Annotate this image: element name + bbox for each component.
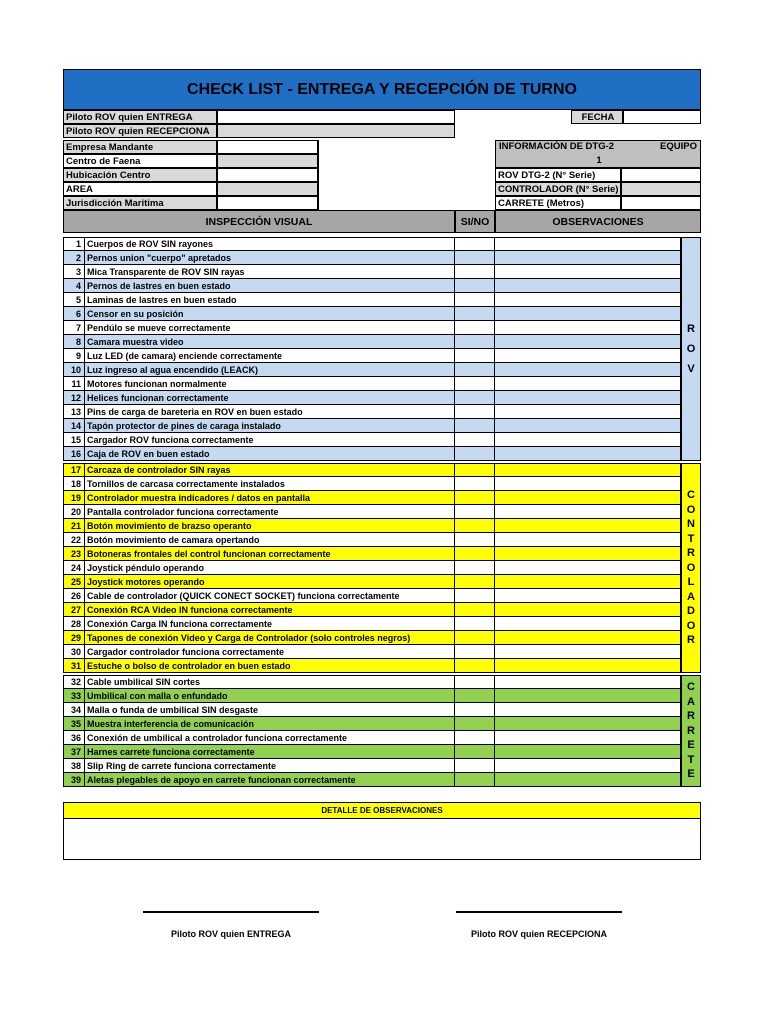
row-number: 32 bbox=[63, 675, 85, 689]
row-number: 37 bbox=[63, 745, 85, 759]
row-number: 24 bbox=[63, 561, 85, 575]
row-item-text: Controlador muestra indicadores / datos en pantalla bbox=[85, 491, 455, 505]
section-letter: T bbox=[687, 753, 695, 766]
row-sino-field[interactable] bbox=[455, 391, 495, 405]
row-number: 18 bbox=[63, 477, 85, 491]
row-number: 25 bbox=[63, 575, 85, 589]
section-letter: R bbox=[687, 323, 695, 335]
row-item-text: Censor en su posición bbox=[85, 307, 455, 321]
col-sino: SI/NO bbox=[455, 210, 495, 233]
row-sino-field[interactable] bbox=[455, 689, 495, 703]
row-sino-field[interactable] bbox=[455, 561, 495, 575]
row-item-text: Pernos de lastres en buen estado bbox=[85, 279, 455, 293]
label-area: AREA bbox=[63, 182, 217, 196]
checklist-row bbox=[63, 491, 701, 505]
section-letter: D bbox=[687, 605, 695, 618]
row-item-text: Pernos union "cuerpo" apretados bbox=[85, 251, 455, 265]
row-sino-field[interactable] bbox=[455, 575, 495, 589]
field-hubicacion[interactable] bbox=[217, 168, 318, 182]
checklist-row bbox=[63, 279, 701, 293]
row-observaciones-field[interactable] bbox=[495, 293, 681, 307]
row-item-text: Umbilical con malla o enfundado bbox=[85, 689, 455, 703]
checklist-row bbox=[63, 561, 701, 575]
row-observaciones-field[interactable] bbox=[495, 251, 681, 265]
row-item-text: Pantalla controlador funciona correctamente bbox=[85, 505, 455, 519]
row-sino-field[interactable] bbox=[455, 307, 495, 321]
row-sino-field[interactable] bbox=[455, 405, 495, 419]
row-sino-field[interactable] bbox=[455, 463, 495, 477]
row-observaciones-field[interactable] bbox=[495, 433, 681, 447]
checklist-row bbox=[63, 603, 701, 617]
checklist-row bbox=[63, 533, 701, 547]
row-number: 34 bbox=[63, 703, 85, 717]
row-sino-field[interactable] bbox=[455, 745, 495, 759]
row-item-text: Joystick péndulo operando bbox=[85, 561, 455, 575]
row-number: 17 bbox=[63, 463, 85, 477]
row-number: 12 bbox=[63, 391, 85, 405]
checklist-row bbox=[63, 433, 701, 447]
row-observaciones-field[interactable] bbox=[495, 447, 681, 461]
row-number: 31 bbox=[63, 659, 85, 673]
section-letter: R bbox=[687, 547, 695, 560]
row-item-text: Helices funcionan correctamente bbox=[85, 391, 455, 405]
row-number: 33 bbox=[63, 689, 85, 703]
checklist-row bbox=[63, 505, 701, 519]
row-number: 36 bbox=[63, 731, 85, 745]
row-observaciones-field[interactable] bbox=[495, 477, 681, 491]
row-sino-field[interactable] bbox=[455, 377, 495, 391]
section-letter: O bbox=[686, 503, 696, 516]
row-number: 35 bbox=[63, 717, 85, 731]
checklist-row bbox=[63, 547, 701, 561]
label-hubicacion: Hubicación Centro bbox=[63, 168, 217, 182]
label-equipo: EQUIPO bbox=[660, 141, 697, 152]
row-observaciones-field[interactable] bbox=[495, 631, 681, 645]
row-observaciones-field[interactable] bbox=[495, 463, 681, 477]
row-observaciones-field[interactable] bbox=[495, 589, 681, 603]
row-number: 30 bbox=[63, 645, 85, 659]
row-item-text: Tornillos de carcasa correctamente instalados bbox=[85, 477, 455, 491]
checklist-row bbox=[63, 405, 701, 419]
checklist-row bbox=[63, 293, 701, 307]
header-spacer bbox=[455, 110, 571, 124]
row-item-text: Mica Transparente de ROV SIN rayas bbox=[85, 265, 455, 279]
checklist-row bbox=[63, 759, 701, 773]
row-sino-field[interactable] bbox=[455, 773, 495, 787]
checklist-row bbox=[63, 773, 701, 787]
row-sino-field[interactable] bbox=[455, 293, 495, 307]
checklist-row bbox=[63, 307, 701, 321]
row-sino-field[interactable] bbox=[455, 645, 495, 659]
row-number: 39 bbox=[63, 773, 85, 787]
checklist-row bbox=[63, 363, 701, 377]
row-observaciones-field[interactable] bbox=[495, 547, 681, 561]
row-sino-field[interactable] bbox=[455, 335, 495, 349]
section-label-carrete bbox=[681, 675, 701, 787]
checklist-row bbox=[63, 703, 701, 717]
checklist-row bbox=[63, 731, 701, 745]
row-sino-field[interactable] bbox=[455, 237, 495, 251]
row-sino-field[interactable] bbox=[455, 759, 495, 773]
row-item-text: Aletas plegables de apoyo en carrete funcionan correctamente bbox=[85, 773, 455, 787]
checklist-row bbox=[63, 349, 701, 363]
row-sino-field[interactable] bbox=[455, 547, 495, 561]
row-item-text: Tapones de conexión Video y Carga de Controlador (solo controles negros) bbox=[85, 631, 455, 645]
row-sino-field[interactable] bbox=[455, 603, 495, 617]
row-observaciones-field[interactable] bbox=[495, 265, 681, 279]
row-sino-field[interactable] bbox=[455, 505, 495, 519]
detalle-field[interactable] bbox=[64, 819, 700, 859]
checklist-row bbox=[63, 265, 701, 279]
checklist-row bbox=[63, 675, 701, 689]
row-item-text: Conexión Carga IN funciona correctamente bbox=[85, 617, 455, 631]
row-item-text: Pendúlo se mueve correctamente bbox=[85, 321, 455, 335]
field-area[interactable] bbox=[217, 182, 318, 196]
row-item-text: Harnes carrete funciona correctamente bbox=[85, 745, 455, 759]
checklist-row bbox=[63, 659, 701, 673]
row-number: 28 bbox=[63, 617, 85, 631]
checklist-row bbox=[63, 519, 701, 533]
row-number: 7 bbox=[63, 321, 85, 335]
row-sino-field[interactable] bbox=[455, 659, 495, 673]
section-letter: R bbox=[687, 724, 695, 737]
section-letter: O bbox=[686, 343, 696, 355]
row-observaciones-field[interactable] bbox=[495, 419, 681, 433]
field-rov-serie[interactable] bbox=[621, 168, 701, 182]
section-letter: R bbox=[687, 710, 695, 723]
label-info-dtg: INFORMACIÓN DE DTG-2 bbox=[499, 141, 615, 152]
row-number: 5 bbox=[63, 293, 85, 307]
row-sino-field[interactable] bbox=[455, 675, 495, 689]
row-observaciones-field[interactable] bbox=[495, 307, 681, 321]
row-sino-field[interactable] bbox=[455, 419, 495, 433]
checklist-row bbox=[63, 589, 701, 603]
row-sino-field[interactable] bbox=[455, 491, 495, 505]
field-empresa[interactable] bbox=[217, 140, 318, 154]
row-observaciones-field[interactable] bbox=[495, 505, 681, 519]
row-observaciones-field[interactable] bbox=[495, 335, 681, 349]
row-sino-field[interactable] bbox=[455, 433, 495, 447]
section-letter: V bbox=[687, 363, 695, 375]
row-number: 4 bbox=[63, 279, 85, 293]
section-letter: C bbox=[687, 489, 695, 502]
row-item-text: Laminas de lastres en buen estado bbox=[85, 293, 455, 307]
row-number: 23 bbox=[63, 547, 85, 561]
field-piloto-entrega[interactable] bbox=[217, 110, 455, 124]
col-inspeccion: INSPECCIÓN VISUAL bbox=[63, 210, 455, 233]
row-item-text: Cargador ROV funciona correctamente bbox=[85, 433, 455, 447]
label-centro: Centro de Faena bbox=[63, 154, 217, 168]
row-item-text: Botón movimiento de camara opertando bbox=[85, 533, 455, 547]
row-sino-field[interactable] bbox=[455, 717, 495, 731]
row-item-text: Motores funcionan normalmente bbox=[85, 377, 455, 391]
row-number: 16 bbox=[63, 447, 85, 461]
row-sino-field[interactable] bbox=[455, 631, 495, 645]
detalle-box bbox=[63, 802, 701, 860]
label-empresa: Empresa Mandante bbox=[63, 140, 217, 154]
section-letter: R bbox=[687, 634, 695, 647]
label-fecha: FECHA bbox=[571, 110, 623, 124]
row-observaciones-field[interactable] bbox=[495, 689, 681, 703]
row-observaciones-field[interactable] bbox=[495, 349, 681, 363]
section-letter: A bbox=[687, 590, 695, 603]
checklist-row bbox=[63, 575, 701, 589]
section-letter: L bbox=[687, 576, 695, 589]
equipo-number: 1 bbox=[596, 155, 602, 166]
field-carrete[interactable] bbox=[621, 196, 701, 210]
row-number: 14 bbox=[63, 419, 85, 433]
checklist-row bbox=[63, 447, 701, 461]
section-label-rov bbox=[681, 237, 701, 461]
field-fecha[interactable] bbox=[623, 110, 701, 124]
row-observaciones-field[interactable] bbox=[495, 745, 681, 759]
checklist-row bbox=[63, 717, 701, 731]
row-item-text: Botoneras frontales del control funcionan correctamente bbox=[85, 547, 455, 561]
row-observaciones-field[interactable] bbox=[495, 533, 681, 547]
row-sino-field[interactable] bbox=[455, 533, 495, 547]
row-item-text: Malla o funda de umbilical SIN desgaste bbox=[85, 703, 455, 717]
row-number: 8 bbox=[63, 335, 85, 349]
row-item-text: Slip Ring de carrete funciona correctamente bbox=[85, 759, 455, 773]
row-item-text: Pins de carga de bareteria en ROV en buen estado bbox=[85, 405, 455, 419]
row-item-text: Botón movimiento de brazso operanto bbox=[85, 519, 455, 533]
row-number: 22 bbox=[63, 533, 85, 547]
row-sino-field[interactable] bbox=[455, 321, 495, 335]
row-item-text: Cable umbilical SIN cortes bbox=[85, 675, 455, 689]
col-observaciones: OBSERVACIONES bbox=[495, 210, 701, 233]
row-number: 29 bbox=[63, 631, 85, 645]
row-number: 38 bbox=[63, 759, 85, 773]
row-sino-field[interactable] bbox=[455, 349, 495, 363]
signature-label-recepciona: Piloto ROV quien RECEPCIONA bbox=[470, 929, 607, 939]
field-piloto-recepciona[interactable] bbox=[217, 124, 455, 138]
row-observaciones-field[interactable] bbox=[495, 759, 681, 773]
divider bbox=[318, 140, 319, 210]
section-letter: C bbox=[687, 681, 695, 694]
field-jurisdiccion[interactable] bbox=[217, 196, 318, 210]
label-carrete: CARRETE (Metros) bbox=[495, 196, 621, 210]
row-item-text: Conexión RCA Video IN funciona correctamente bbox=[85, 603, 455, 617]
row-sino-field[interactable] bbox=[455, 703, 495, 717]
section-label-controlador bbox=[681, 463, 701, 673]
checklist-row bbox=[63, 251, 701, 265]
checklist-row bbox=[63, 645, 701, 659]
checklist-row bbox=[63, 335, 701, 349]
page-title: CHECK LIST - ENTREGA Y RECEPCIÓN DE TURNO bbox=[63, 69, 701, 110]
signature-line-recepciona bbox=[456, 911, 622, 913]
row-observaciones-field[interactable] bbox=[495, 279, 681, 293]
row-observaciones-field[interactable] bbox=[495, 773, 681, 787]
checklist-row bbox=[63, 631, 701, 645]
label-controlador-serie: CONTROLADOR (N° Serie) bbox=[495, 182, 621, 196]
section-letter: E bbox=[687, 768, 695, 781]
row-item-text: Luz ingreso al agua encendido (LEACK) bbox=[85, 363, 455, 377]
section-letter: A bbox=[687, 695, 695, 708]
row-sino-field[interactable] bbox=[455, 731, 495, 745]
row-number: 26 bbox=[63, 589, 85, 603]
row-observaciones-field[interactable] bbox=[495, 659, 681, 673]
row-item-text: Muestra interferencia de comunicación bbox=[85, 717, 455, 731]
row-observaciones-field[interactable] bbox=[495, 237, 681, 251]
label-jurisdiccion: Jurisdicción Maritima bbox=[63, 196, 217, 210]
label-rov-serie: ROV DTG-2 (N° Serie) bbox=[495, 168, 621, 182]
row-item-text: Caja de ROV en buen estado bbox=[85, 447, 455, 461]
row-number: 3 bbox=[63, 265, 85, 279]
signature-label-entrega: Piloto ROV quien ENTREGA bbox=[170, 929, 291, 939]
row-observaciones-field[interactable] bbox=[495, 617, 681, 631]
row-item-text: Cargador controlador funciona correctamente bbox=[85, 645, 455, 659]
row-sino-field[interactable] bbox=[455, 519, 495, 533]
row-observaciones-field[interactable] bbox=[495, 391, 681, 405]
row-number: 27 bbox=[63, 603, 85, 617]
checklist-row bbox=[63, 745, 701, 759]
row-observaciones-field[interactable] bbox=[495, 703, 681, 717]
checklist-row bbox=[63, 377, 701, 391]
row-item-text: Joystick motores operando bbox=[85, 575, 455, 589]
row-sino-field[interactable] bbox=[455, 251, 495, 265]
row-number: 20 bbox=[63, 505, 85, 519]
row-sino-field[interactable] bbox=[455, 589, 495, 603]
row-item-text: Cuerpos de ROV SIN rayones bbox=[85, 237, 455, 251]
row-item-text: Luz LED (de camara) enciende correctamente bbox=[85, 349, 455, 363]
row-observaciones-field[interactable] bbox=[495, 321, 681, 335]
checklist-row bbox=[63, 477, 701, 491]
row-observaciones-field[interactable] bbox=[495, 561, 681, 575]
row-item-text: Conexión de umbilical a controlador funciona correctamente bbox=[85, 731, 455, 745]
row-sino-field[interactable] bbox=[455, 617, 495, 631]
checklist-row bbox=[63, 419, 701, 433]
field-controlador-serie[interactable] bbox=[621, 182, 701, 196]
row-item-text: Camara muestra video bbox=[85, 335, 455, 349]
section-letter: E bbox=[687, 739, 695, 752]
checklist-sheet bbox=[63, 69, 701, 792]
row-observaciones-field[interactable] bbox=[495, 603, 681, 617]
signature-line-entrega bbox=[143, 911, 319, 913]
row-number: 10 bbox=[63, 363, 85, 377]
row-number: 11 bbox=[63, 377, 85, 391]
row-item-text: Tapón protector de pines de caraga instalado bbox=[85, 419, 455, 433]
checklist-row bbox=[63, 463, 701, 477]
row-number: 15 bbox=[63, 433, 85, 447]
detalle-title: DETALLE DE OBSERVACIONES bbox=[64, 803, 700, 819]
label-piloto-entrega: Piloto ROV quien ENTREGA bbox=[63, 110, 217, 124]
row-observaciones-field[interactable] bbox=[495, 645, 681, 659]
row-number: 21 bbox=[63, 519, 85, 533]
row-sino-field[interactable] bbox=[455, 265, 495, 279]
section-letter: N bbox=[687, 518, 695, 531]
row-number: 6 bbox=[63, 307, 85, 321]
row-observaciones-field[interactable] bbox=[495, 491, 681, 505]
row-sino-field[interactable] bbox=[455, 279, 495, 293]
row-item-text: Estuche o bolso de controlador en buen estado bbox=[85, 659, 455, 673]
checklist-row bbox=[63, 391, 701, 405]
checklist-row bbox=[63, 617, 701, 631]
checklist-row bbox=[63, 321, 701, 335]
row-observaciones-field[interactable] bbox=[495, 363, 681, 377]
section-letter: T bbox=[687, 532, 695, 545]
row-number: 1 bbox=[63, 237, 85, 251]
row-observaciones-field[interactable] bbox=[495, 405, 681, 419]
row-observaciones-field[interactable] bbox=[495, 717, 681, 731]
section-letter: O bbox=[686, 561, 696, 574]
row-item-text: Cable de controlador (QUICK CONECT SOCKET) funciona correctamente bbox=[85, 589, 455, 603]
row-item-text: Carcaza de controlador SIN rayas bbox=[85, 463, 455, 477]
section-letter: O bbox=[686, 619, 696, 632]
row-observaciones-field[interactable] bbox=[495, 675, 681, 689]
row-sino-field[interactable] bbox=[455, 477, 495, 491]
label-piloto-recepciona: Piloto ROV quien RECEPCIONA bbox=[63, 124, 217, 138]
row-observaciones-field[interactable] bbox=[495, 377, 681, 391]
row-number: 13 bbox=[63, 405, 85, 419]
row-observaciones-field[interactable] bbox=[495, 731, 681, 745]
row-number: 9 bbox=[63, 349, 85, 363]
field-centro[interactable] bbox=[217, 154, 318, 168]
row-number: 2 bbox=[63, 251, 85, 265]
row-sino-field[interactable] bbox=[455, 363, 495, 377]
row-number: 19 bbox=[63, 491, 85, 505]
row-observaciones-field[interactable] bbox=[495, 575, 681, 589]
checklist-row bbox=[63, 237, 701, 251]
row-sino-field[interactable] bbox=[455, 447, 495, 461]
checklist-row bbox=[63, 689, 701, 703]
row-observaciones-field[interactable] bbox=[495, 519, 681, 533]
